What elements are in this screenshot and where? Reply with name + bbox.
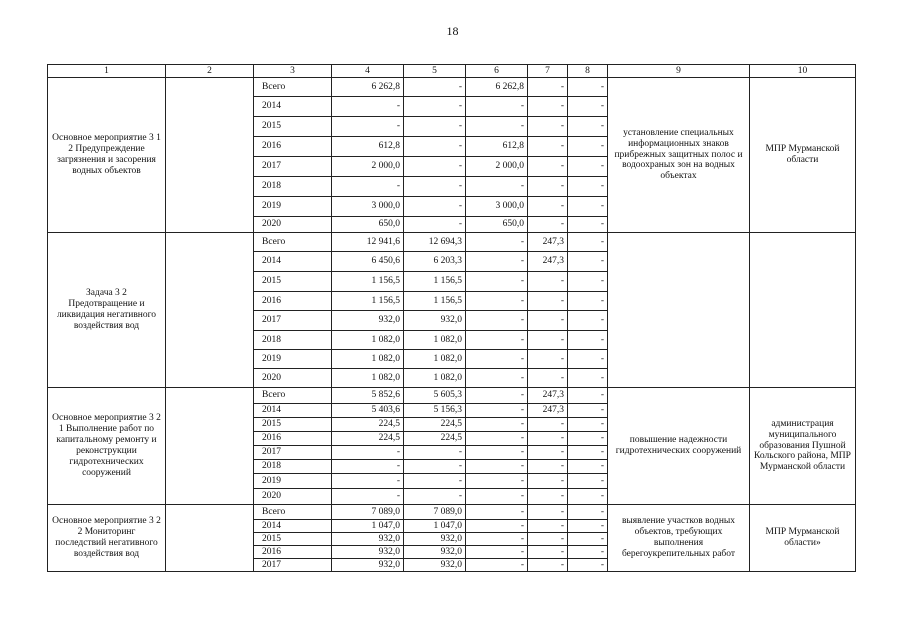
amount-cell: 650,0 — [332, 217, 404, 233]
amount-cell: - — [466, 446, 528, 460]
table-row — [48, 78, 856, 97]
amount-cell: - — [568, 78, 608, 97]
amount-cell: - — [466, 533, 528, 546]
amount-cell: - — [528, 117, 568, 137]
year-cell: Всего — [254, 388, 332, 404]
amount-cell: - — [568, 418, 608, 432]
column-2-cell — [166, 388, 254, 505]
amount-cell: - — [466, 432, 528, 446]
amount-cell: - — [332, 460, 404, 474]
amount-cell: 932,0 — [332, 311, 404, 331]
amount-cell: - — [404, 117, 466, 137]
amount-cell: 7 089,0 — [332, 505, 404, 520]
column-header: 2 — [166, 65, 254, 78]
year-cell: 2018 — [254, 460, 332, 474]
amount-cell: - — [466, 97, 528, 117]
amount-cell: 1 047,0 — [332, 520, 404, 533]
amount-cell: 932,0 — [404, 311, 466, 331]
amount-cell: - — [466, 505, 528, 520]
amount-cell: 932,0 — [332, 533, 404, 546]
amount-cell: - — [568, 505, 608, 520]
amount-cell: - — [528, 78, 568, 97]
amount-cell: 5 605,3 — [404, 388, 466, 404]
amount-cell: 5 403,6 — [332, 404, 404, 418]
amount-cell: - — [466, 474, 528, 489]
amount-cell: - — [568, 117, 608, 137]
amount-cell: - — [466, 272, 528, 292]
expected-result: установление специальных информационных знаков прибрежных защитных полос и водоохраных зон на водных объектах — [608, 78, 750, 233]
year-cell: 2016 — [254, 546, 332, 559]
amount-cell: - — [568, 460, 608, 474]
amount-cell: 6 262,8 — [466, 78, 528, 97]
amount-cell: - — [528, 292, 568, 311]
amount-cell: - — [404, 137, 466, 157]
amount-cell: - — [568, 489, 608, 505]
amount-cell: - — [332, 177, 404, 197]
amount-cell: - — [568, 157, 608, 177]
amount-cell: - — [528, 520, 568, 533]
amount-cell: - — [404, 489, 466, 505]
amount-cell: - — [528, 137, 568, 157]
amount-cell: 224,5 — [404, 418, 466, 432]
year-cell: 2018 — [254, 177, 332, 197]
amount-cell: - — [466, 331, 528, 350]
amount-cell: - — [404, 446, 466, 460]
amount-cell: - — [404, 177, 466, 197]
amount-cell: - — [528, 460, 568, 474]
amount-cell: 247,3 — [528, 233, 568, 252]
year-cell: 2017 — [254, 446, 332, 460]
amount-cell: - — [568, 369, 608, 388]
amount-cell: 12 694,3 — [404, 233, 466, 252]
amount-cell: 1 156,5 — [332, 292, 404, 311]
amount-cell: - — [568, 474, 608, 489]
column-header: 4 — [332, 65, 404, 78]
amount-cell: - — [404, 157, 466, 177]
amount-cell: 6 203,3 — [404, 252, 466, 272]
column-header: 7 — [528, 65, 568, 78]
amount-cell: - — [466, 559, 528, 572]
executor: МПР Мурманской области — [750, 78, 856, 233]
amount-cell: 224,5 — [404, 432, 466, 446]
amount-cell: - — [568, 533, 608, 546]
amount-cell: - — [528, 217, 568, 233]
table-row — [48, 388, 856, 404]
amount-cell: - — [568, 350, 608, 369]
amount-cell: 612,8 — [466, 137, 528, 157]
amount-cell: 5 156,3 — [404, 404, 466, 418]
expected-result: выявление участков водных объектов, требующих выполнения берегоукрепительных работ — [608, 505, 750, 572]
year-cell: 2020 — [254, 369, 332, 388]
amount-cell: - — [568, 233, 608, 252]
amount-cell: - — [568, 404, 608, 418]
year-cell: 2017 — [254, 311, 332, 331]
amount-cell: - — [528, 474, 568, 489]
amount-cell: - — [568, 137, 608, 157]
amount-cell: 247,3 — [528, 252, 568, 272]
year-cell: 2016 — [254, 432, 332, 446]
table-row — [48, 233, 856, 252]
amount-cell: - — [568, 311, 608, 331]
measure-description: Задача 3 2 Предотвращение и ликвидация негативного воздействия вод — [48, 233, 166, 388]
amount-cell: 612,8 — [332, 137, 404, 157]
amount-cell: - — [466, 252, 528, 272]
column-2-cell — [166, 233, 254, 388]
amount-cell: - — [568, 177, 608, 197]
amount-cell: 5 852,6 — [332, 388, 404, 404]
amount-cell: - — [466, 404, 528, 418]
amount-cell: - — [528, 432, 568, 446]
year-cell: Всего — [254, 78, 332, 97]
year-cell: 2015 — [254, 533, 332, 546]
year-cell: 2019 — [254, 350, 332, 369]
amount-cell: - — [466, 233, 528, 252]
amount-cell: - — [466, 369, 528, 388]
amount-cell: 932,0 — [404, 559, 466, 572]
measure-description: Основное мероприятие 3 2 1 Выполнение работ по капитальному ремонту и реконструкции гидротехнических сооружений — [48, 388, 166, 505]
amount-cell: - — [332, 489, 404, 505]
amount-cell: 1 082,0 — [404, 331, 466, 350]
year-cell: 2019 — [254, 474, 332, 489]
year-cell: 2015 — [254, 272, 332, 292]
expected-result — [608, 233, 750, 388]
year-cell: 2016 — [254, 137, 332, 157]
column-header: 1 — [48, 65, 166, 78]
year-cell: 2020 — [254, 489, 332, 505]
amount-cell: - — [528, 559, 568, 572]
amount-cell: 12 941,6 — [332, 233, 404, 252]
executor — [750, 233, 856, 388]
column-header: 3 — [254, 65, 332, 78]
amount-cell: - — [528, 350, 568, 369]
year-cell: 2014 — [254, 252, 332, 272]
amount-cell: 3 000,0 — [332, 197, 404, 217]
amount-cell: - — [528, 369, 568, 388]
amount-cell: - — [332, 97, 404, 117]
measure-description: Основное мероприятие 3 1 2 Предупреждение загрязнения и засорения водных объектов — [48, 78, 166, 233]
amount-cell: - — [528, 311, 568, 331]
amount-cell: 7 089,0 — [404, 505, 466, 520]
year-cell: 2014 — [254, 97, 332, 117]
budget-table — [47, 64, 856, 572]
amount-cell: - — [466, 546, 528, 559]
amount-cell: - — [528, 157, 568, 177]
amount-cell: - — [528, 197, 568, 217]
year-cell: 2015 — [254, 117, 332, 137]
amount-cell: - — [404, 217, 466, 233]
amount-cell: - — [528, 272, 568, 292]
amount-cell: - — [528, 418, 568, 432]
amount-cell: - — [404, 197, 466, 217]
amount-cell: - — [528, 446, 568, 460]
amount-cell: - — [528, 331, 568, 350]
amount-cell: 3 000,0 — [466, 197, 528, 217]
amount-cell: - — [568, 559, 608, 572]
header-row — [48, 65, 856, 78]
amount-cell: - — [466, 177, 528, 197]
column-header: 8 — [568, 65, 608, 78]
column-2-cell — [166, 505, 254, 572]
amount-cell: - — [332, 117, 404, 137]
amount-cell: - — [568, 292, 608, 311]
measure-description: Основное мероприятие 3 2 2 Мониторинг последствий негативного воздействия вод — [48, 505, 166, 572]
column-header: 9 — [608, 65, 750, 78]
amount-cell: - — [466, 117, 528, 137]
amount-cell: 224,5 — [332, 432, 404, 446]
table-row — [48, 505, 856, 520]
column-header: 10 — [750, 65, 856, 78]
amount-cell: - — [568, 520, 608, 533]
year-cell: Всего — [254, 233, 332, 252]
amount-cell: 1 082,0 — [404, 350, 466, 369]
amount-cell: 1 156,5 — [404, 292, 466, 311]
amount-cell: - — [404, 474, 466, 489]
amount-cell: - — [528, 177, 568, 197]
amount-cell: - — [466, 489, 528, 505]
amount-cell: 6 450,6 — [332, 252, 404, 272]
amount-cell: - — [466, 311, 528, 331]
amount-cell: 1 082,0 — [404, 369, 466, 388]
amount-cell: - — [568, 197, 608, 217]
year-cell: 2015 — [254, 418, 332, 432]
amount-cell: - — [404, 78, 466, 97]
page-number: 18 — [446, 24, 459, 38]
year-cell: 2019 — [254, 197, 332, 217]
amount-cell: - — [466, 520, 528, 533]
amount-cell: - — [466, 388, 528, 404]
column-2-cell — [166, 78, 254, 233]
amount-cell: - — [568, 446, 608, 460]
year-cell: 2018 — [254, 331, 332, 350]
amount-cell: 1 082,0 — [332, 331, 404, 350]
year-cell: 2014 — [254, 404, 332, 418]
amount-cell: - — [568, 97, 608, 117]
executor: администрация муниципального образования Пушной Кольского района, МПР Мурманской области — [750, 388, 856, 505]
amount-cell: 247,3 — [528, 404, 568, 418]
amount-cell: 1 047,0 — [404, 520, 466, 533]
amount-cell: - — [332, 446, 404, 460]
amount-cell: 1 156,5 — [332, 272, 404, 292]
year-cell: 2017 — [254, 559, 332, 572]
amount-cell: - — [466, 418, 528, 432]
amount-cell: - — [568, 272, 608, 292]
amount-cell: 1 156,5 — [404, 272, 466, 292]
amount-cell: 1 082,0 — [332, 369, 404, 388]
executor: МПР Мурманской области» — [750, 505, 856, 572]
amount-cell: - — [568, 388, 608, 404]
expected-result: повышение надежности гидротехнических сооружений — [608, 388, 750, 505]
column-header: 6 — [466, 65, 528, 78]
amount-cell: - — [528, 489, 568, 505]
year-cell: Всего — [254, 505, 332, 520]
amount-cell: - — [466, 460, 528, 474]
year-cell: 2014 — [254, 520, 332, 533]
amount-cell: 932,0 — [332, 546, 404, 559]
amount-cell: - — [568, 217, 608, 233]
year-cell: 2016 — [254, 292, 332, 311]
amount-cell: - — [466, 292, 528, 311]
column-header: 5 — [404, 65, 466, 78]
amount-cell: - — [568, 331, 608, 350]
amount-cell: 224,5 — [332, 418, 404, 432]
amount-cell: 932,0 — [404, 546, 466, 559]
amount-cell: 2 000,0 — [332, 157, 404, 177]
amount-cell: 247,3 — [528, 388, 568, 404]
amount-cell: - — [528, 97, 568, 117]
amount-cell: - — [404, 97, 466, 117]
year-cell: 2020 — [254, 217, 332, 233]
amount-cell: 932,0 — [404, 533, 466, 546]
amount-cell: - — [568, 252, 608, 272]
amount-cell: - — [528, 546, 568, 559]
amount-cell: - — [568, 432, 608, 446]
amount-cell: 650,0 — [466, 217, 528, 233]
year-cell: 2017 — [254, 157, 332, 177]
amount-cell: 6 262,8 — [332, 78, 404, 97]
amount-cell: - — [528, 533, 568, 546]
amount-cell: - — [528, 505, 568, 520]
amount-cell: 932,0 — [332, 559, 404, 572]
amount-cell: 1 082,0 — [332, 350, 404, 369]
amount-cell: - — [332, 474, 404, 489]
amount-cell: 2 000,0 — [466, 157, 528, 177]
amount-cell: - — [404, 460, 466, 474]
amount-cell: - — [466, 350, 528, 369]
amount-cell: - — [568, 546, 608, 559]
